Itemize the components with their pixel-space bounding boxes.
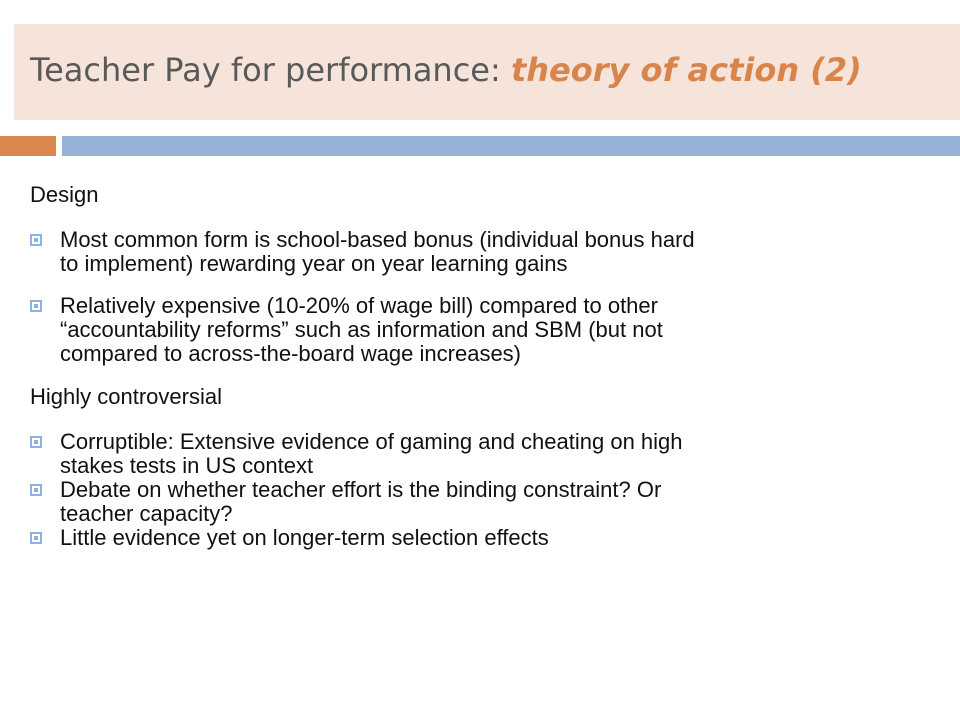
bullet-line: to implement) rewarding year on year learning gains [60,251,568,276]
section-heading-design: Design [30,182,99,207]
square-bullet-icon [30,300,42,312]
square-bullet-icon [30,234,42,246]
bullet-item [30,294,930,366]
bullet-line: compared to across-the-board wage increases) [60,341,522,366]
bullet-line: Debate on whether teacher effort is the binding constraint? Or [60,477,662,502]
section-heading-controversial: Highly controversial [30,384,222,409]
bullet-line: stakes tests in US context [60,453,314,478]
bullet-line: Corruptible: Extensive evidence of gaming and cheating on high [60,429,683,454]
accent-bar-blue [62,136,960,156]
square-bullet-icon [30,436,42,448]
title-main: Teacher Pay for performance: [30,51,511,89]
square-bullet-icon [30,484,42,496]
bullet-line: Most common form is school-based bonus (individual bonus hard [60,227,695,252]
square-bullet-icon [30,532,42,544]
bullet-item [30,478,930,526]
accent-bar-orange [0,136,56,156]
bullet-line: “accountability reforms” such as information and SBM (but not [60,317,663,342]
slide-title [30,51,862,89]
bullet-line: Little evidence yet on longer-term selection effects [60,525,549,550]
slide-body [30,182,930,550]
bullet-item [30,228,930,276]
bullet-item [30,526,930,550]
bullet-item [30,430,930,478]
title-accent: theory of action (2) [510,51,862,89]
bullet-line: Relatively expensive (10-20% of wage bill) compared to other [60,293,658,318]
bullet-line: teacher capacity? [60,501,233,526]
